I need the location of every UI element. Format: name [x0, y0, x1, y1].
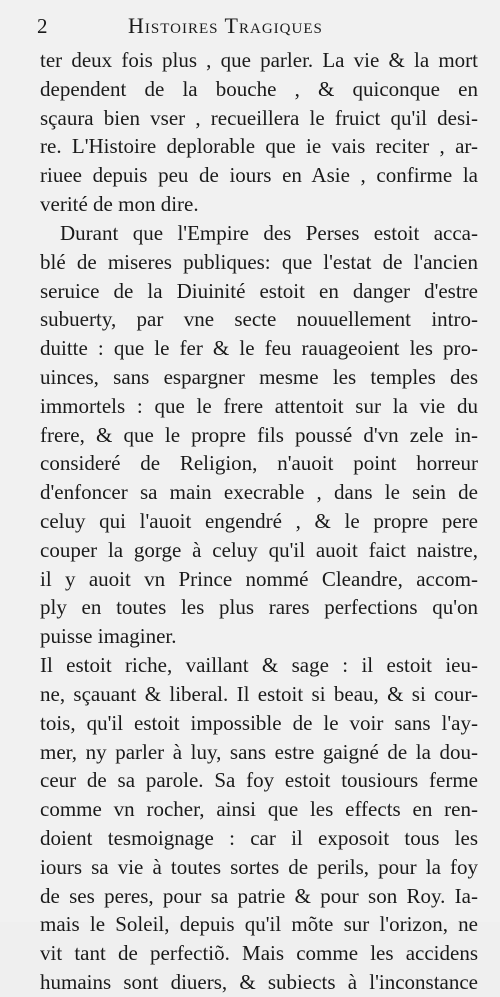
- text-line: re. L'Histoire deplorable que ie vais reciter , ar-: [40, 134, 478, 159]
- text-line: ceur de sa parole. Sa foy estoit tousiours ferme: [40, 768, 478, 793]
- text-line: ply en toutes les plus rares perfections qu'on: [40, 595, 478, 620]
- text-line: vit tant de perfectiõ. Mais comme les accidens: [40, 941, 478, 966]
- text-line: humains sont diuers, & subiects à l'inconstance: [40, 970, 478, 994]
- text-line: seruice de la Diuinité estoit en danger d'estre: [40, 278, 478, 303]
- text-line: mer, ny parler à luy, sans estre gaigné de la dou-: [40, 739, 478, 764]
- text-line: immortels : que le frere attentoit sur la vie du: [40, 393, 478, 418]
- text-line: duitte : que le fer & le feu rauageoient les pro-: [40, 336, 478, 361]
- text-line: uinces, sans espargner mesme les temples des: [40, 364, 478, 389]
- text-line: celuy qui l'auoit engendré , & le propre pere: [40, 509, 478, 533]
- text-line: sçaura bien vser , recueillera le fruict qu'il desi-: [40, 105, 478, 130]
- text-line: frere, & que le propre fils poussé d'vn zele in-: [40, 422, 478, 447]
- text-line: de ses peres, pour sa patrie & pour son Roy. Ia-: [40, 883, 478, 908]
- running-head: Histoires Tragiques: [128, 13, 323, 38]
- text-line: d'enfoncer sa main execrable , dans le sein de: [40, 480, 478, 505]
- text-line: consideré de Religion, n'auoit point horreur: [40, 451, 478, 476]
- text-line: comme vn rocher, ainsi que les effects en ren-: [40, 797, 478, 822]
- text-line: puisse imaginer.: [40, 624, 177, 649]
- body-text: [40, 46, 478, 997]
- text-line: subuerty, par vne secte nouuellement intro-: [40, 307, 478, 332]
- text-line: blé de miseres publiques: que l'estat de l'ancien: [40, 249, 478, 274]
- page-number: 2: [37, 14, 48, 38]
- text-line: mais le Soleil, depuis qu'il mõte sur l'orizon, ne: [40, 912, 478, 937]
- paragraph-start-line: Il estoit riche, vaillant & sage : il estoit ieu-: [40, 653, 478, 678]
- text-line: verité de mon dire.: [40, 192, 199, 217]
- text-line: il y auoit vn Prince nommé Cleandre, accom-: [40, 566, 478, 591]
- text-line: ter deux fois plus , que parler. La vie & la mort: [40, 48, 478, 72]
- text-line: ne, sçauant & liberal. Il estoit si beau, & si cour-: [40, 681, 478, 706]
- page-header: [0, 10, 500, 42]
- text-line: dependent de la bouche , & quiconque en: [40, 76, 478, 101]
- text-line: iours sa vie à toutes sortes de perils, pour la foy: [40, 854, 478, 879]
- text-line: couper la gorge à celuy qu'il auoit faict naistre,: [40, 537, 478, 562]
- paragraph-start-line: Durant que l'Empire des Perses estoit acca-: [60, 220, 478, 245]
- text-line: riuee depuis peu de iours en Asie , confirme la: [40, 163, 478, 188]
- text-line: doient tesmoignage : car il exposoit tous les: [40, 825, 478, 850]
- text-line: tois, qu'il estoit impossible de le voir sans l'ay-: [40, 710, 478, 735]
